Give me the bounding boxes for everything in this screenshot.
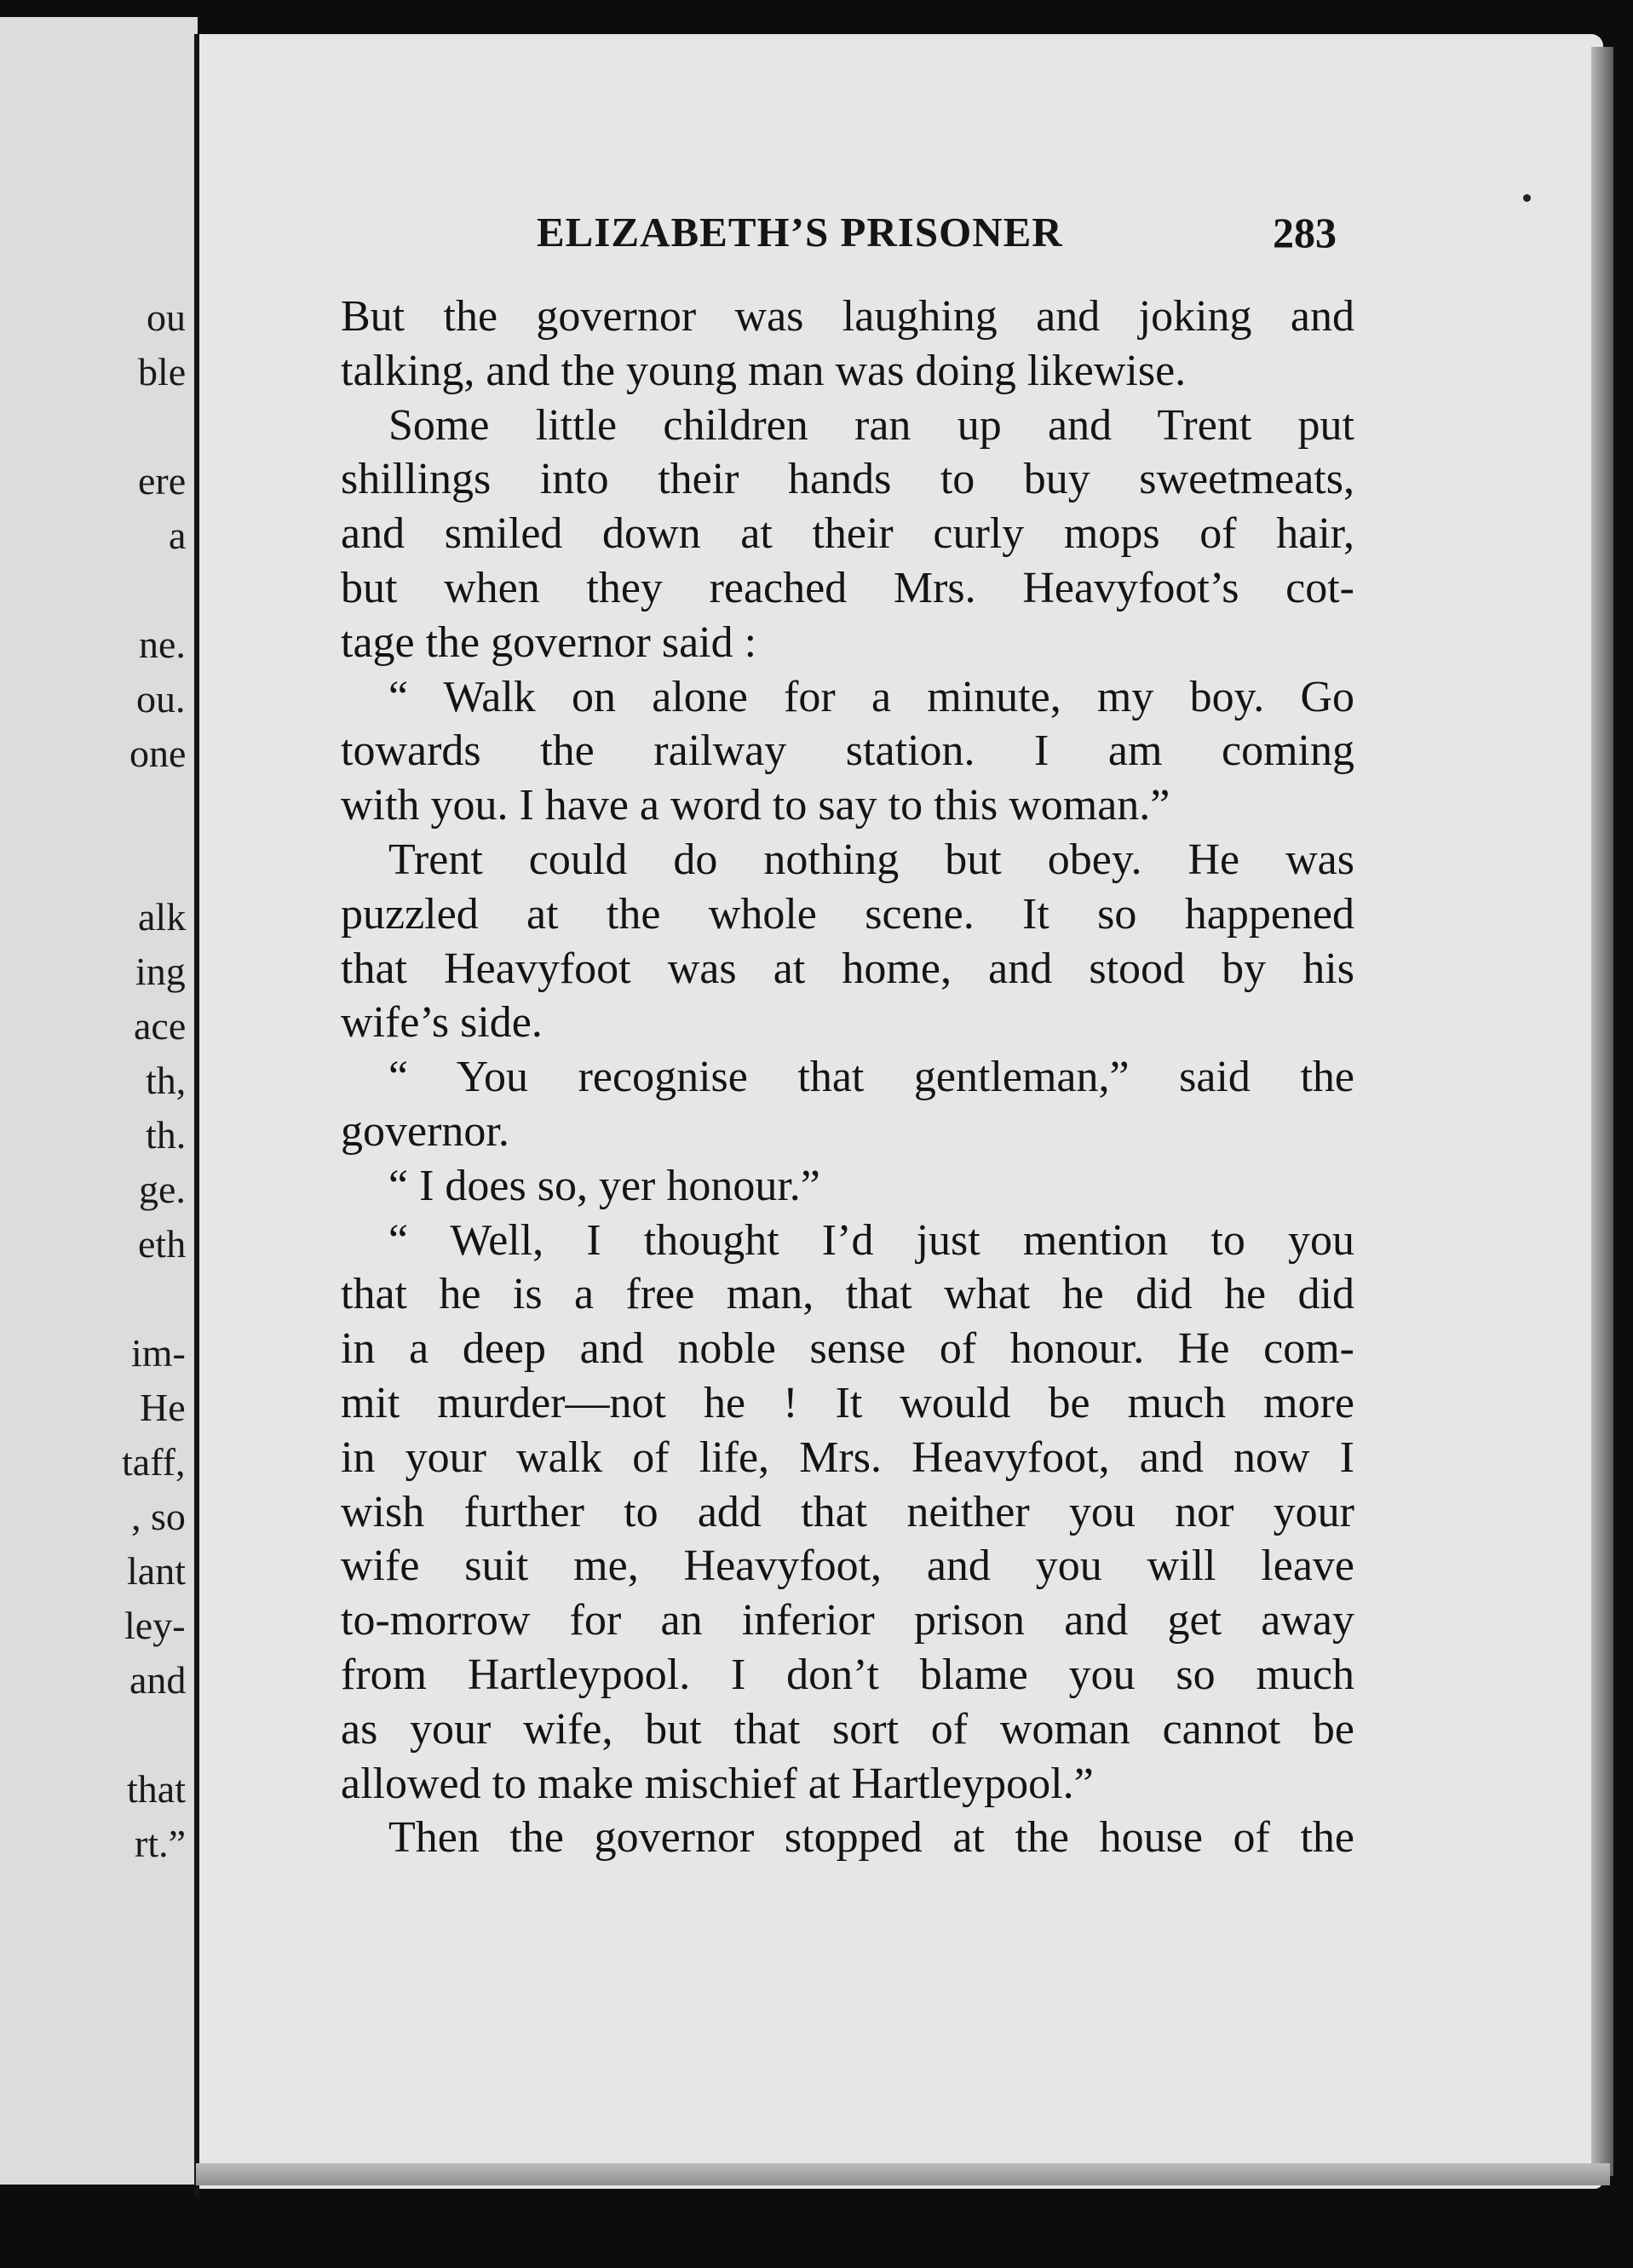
text-line: wife suit me, Heavyfoot, and you will leave (341, 1542, 1354, 1591)
page-number: 283 (1273, 209, 1337, 256)
text-line: Then the governor stopped at the house of the (388, 1813, 1354, 1863)
text-line: wife’s side. (341, 998, 543, 1048)
ink-speck (1523, 194, 1531, 202)
text-line: that Heavyfoot was at home, and stood by his (341, 944, 1354, 993)
text-line: Some little children ran up and Trent put (388, 400, 1354, 450)
text-line: governor. (341, 1106, 509, 1156)
left-page-fragment: that (127, 1767, 186, 1811)
text-line: that he is a free man, that what he did he did (341, 1270, 1354, 1319)
page-edge (1591, 47, 1613, 2176)
text-line: “ I does so, yer honour.” (388, 1161, 820, 1210)
left-page-fragment: ace (134, 1004, 187, 1048)
left-page-fragment: ley- (124, 1604, 186, 1647)
left-page-fragment: taff, (122, 1440, 186, 1484)
left-page-fragment: ou. (136, 677, 186, 721)
left-page-fragment: ou (147, 296, 186, 339)
text-line: from Hartleypool. I don’t blame you so much (341, 1650, 1354, 1699)
text-line: “ Well, I thought I’d just mention to you (388, 1215, 1354, 1265)
text-line: allowed to make mischief at Hartleypool.” (341, 1759, 1094, 1808)
left-page-fragment: th, (146, 1059, 187, 1102)
left-page-fragment: He (140, 1386, 186, 1429)
text-line: “ You recognise that gentleman,” said the (388, 1053, 1354, 1102)
text-line: with you. I have a word to say to this woman.” (341, 781, 1170, 830)
body-text (341, 290, 1354, 1865)
text-line: towards the railway station. I am coming (341, 726, 1354, 776)
left-page-fragment: ge. (139, 1168, 186, 1211)
text-line: to-morrow for an inferior prison and get away (341, 1596, 1354, 1645)
text-line: as your wife, but that sort of woman cannot be (341, 1704, 1354, 1754)
text-line: but when they reached Mrs. Heavyfoot’s cot- (341, 563, 1354, 612)
left-page-fragment: ble (138, 350, 187, 393)
text-line: and smiled down at their curly mops of hair, (341, 509, 1354, 559)
text-line: in your walk of life, Mrs. Heavyfoot, and now I (341, 1433, 1354, 1482)
left-page-fragment: alk (138, 895, 187, 939)
left-page-fragment: lant (127, 1549, 186, 1593)
left-page-fragment: ne. (139, 623, 186, 666)
text-line: puzzled at the whole scene. It so happened (341, 889, 1354, 939)
left-page (0, 17, 198, 2185)
left-page-fragment: one (129, 732, 187, 775)
left-page-fragment: , so (131, 1495, 186, 1538)
text-line: tage the governor said : (341, 617, 757, 667)
text-line: But the governor was laughing and joking and (341, 292, 1354, 341)
page-bottom-edge (196, 2163, 1610, 2185)
left-page-fragment: ing (135, 950, 186, 993)
left-page-fragment: ere (138, 459, 187, 502)
text-line: in a deep and noble sense of honour. He com- (341, 1324, 1354, 1374)
left-page-fragment: th. (146, 1113, 187, 1157)
text-line: shillings into their hands to buy sweetmeats, (341, 455, 1354, 504)
left-page-fragment: rt.” (135, 1822, 187, 1865)
text-line: talking, and the young man was doing likewise. (341, 346, 1187, 395)
left-page-fragment: im- (131, 1331, 186, 1375)
running-head: ELIZABETH’S PRISONER (537, 209, 1063, 256)
text-line: mit murder—not he ! It would be much more (341, 1378, 1354, 1427)
text-line: “ Walk on alone for a minute, my boy. Go (388, 672, 1354, 721)
left-page-fragment: a (169, 514, 187, 557)
left-page-fragment: eth (138, 1222, 187, 1266)
left-page-fragment: and (129, 1658, 187, 1702)
text-line: Trent could do nothing but obey. He was (388, 835, 1354, 884)
text-line: wish further to add that neither you nor your (341, 1487, 1354, 1536)
